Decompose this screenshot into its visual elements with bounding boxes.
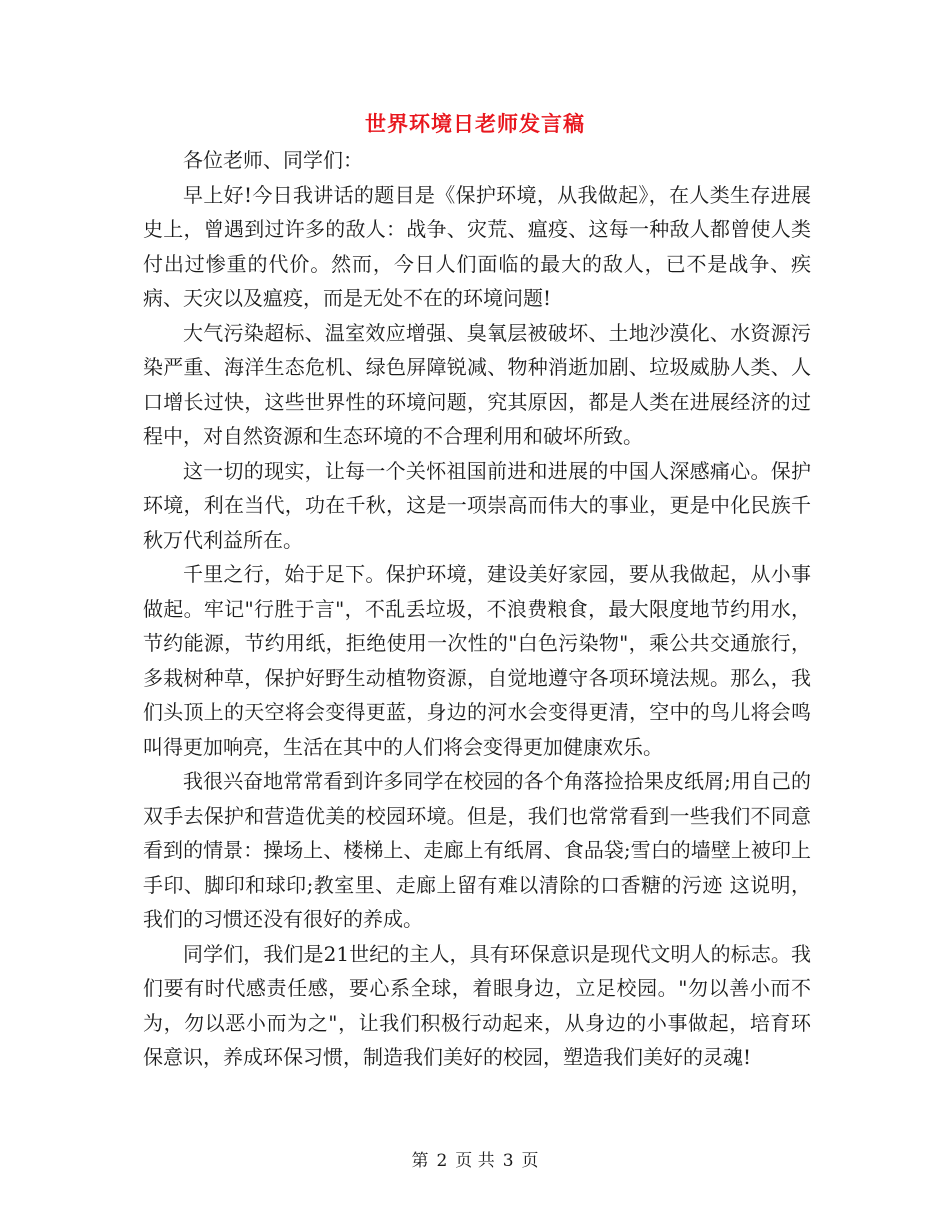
document-title: 世界环境日老师发言稿 <box>365 111 585 136</box>
document-body <box>143 143 811 1075</box>
body-paragraph-5: 我很兴奋地常常看到许多同学在校园的各个角落捡拾果皮纸屑;用自己的双手去保护和营造优美的校园环境。但是，我们也常常看到一些我们不同意看到的情景：操场上、楼梯上、走廊上有纸屑、食品袋;雪白的墙壁上被印上手印、脚印和球印;教室里、走廊上留有难以清除的口香糖的污迹 这说明，我们的习惯还没有很好的养成。 <box>143 769 811 931</box>
footer-page-middle: 页 共 <box>455 1151 495 1171</box>
body-paragraph-2: 大气污染超标、温室效应增强、臭氧层被破坏、土地沙漠化、水资源污染严重、海洋生态危机、绿色屏障锐减、物种消逝加剧、垃圾威胁人类、人口增长过快，这些世界性的环境问题，究其原因，都是人类在进展经济的过程中，对自然资源和生态环境的不合理利用和破坏所致。 <box>143 320 811 448</box>
body-paragraph-1: 早上好!今日我讲话的题目是《保护环境，从我做起》，在人类生存进展史上，曾遇到过许多的敌人：战争、灾荒、瘟疫、这每一种敌人都曾使人类付出过惨重的代价。然而，今日人们面临的最大的敌人，已不是战争、疾病、天灾以及瘟疫，而是无处不在的环境问题! <box>143 182 811 310</box>
footer-page-number: 2 <box>436 1151 448 1171</box>
footer-page-suffix: 页 <box>521 1151 539 1171</box>
page-footer <box>0 1149 950 1173</box>
salutation-paragraph: 各位老师、同学们： <box>183 148 363 172</box>
body-paragraph-6: 同学们，我们是21世纪的主人，具有环保意识是现代文明人的标志。我们要有时代感责任感，要心系全球，着眼身边，立足校园。"勿以善小而不为，勿以恶小而为之"，让我们积极行动起来，从身边的小事做起，培育环保意识，养成环保习惯，制造我们美好的校园，塑造我们美好的灵魂! <box>143 941 811 1069</box>
footer-page-prefix: 第 <box>411 1151 429 1171</box>
body-paragraph-4: 千里之行，始于足下。保护环境，建设美好家园，要从我做起，从小事做起。牢记"行胜于言"，不乱丢垃圾，不浪费粮食，最大限度地节约用水，节约能源，节约用纸，拒绝使用一次性的"白色污染物"，乘公共交通旅行，多栽树种草，保护好野生动植物资源，自觉地遵守各项环境法规。那么，我们头顶上的天空将会变得更蓝，身边的河水会变得更清，空中的鸟儿将会鸣叫得更加响亮，生活在其中的人们将会变得更加健康欢乐。 <box>143 562 811 759</box>
body-paragraph-3: 这一切的现实，让每一个关怀祖国前进和进展的中国人深感痛心。保护环境，利在当代，功在千秋，这是一项崇高而伟大的事业，更是中化民族千秋万代利益所在。 <box>143 458 811 552</box>
footer-page-total: 3 <box>502 1151 514 1171</box>
